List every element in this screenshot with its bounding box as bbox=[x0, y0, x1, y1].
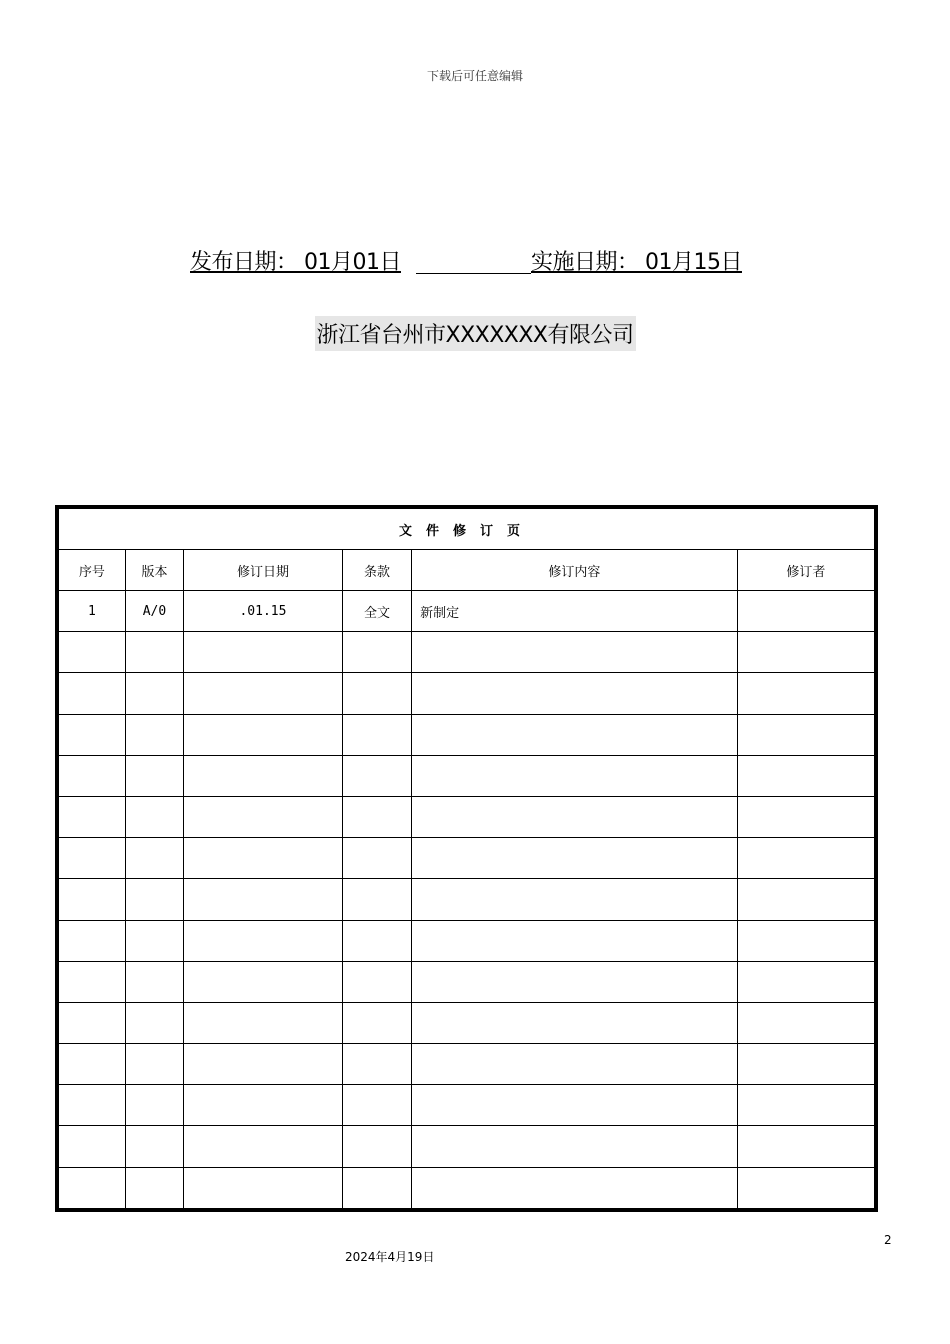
cell-revision-content bbox=[412, 673, 738, 714]
cell-seq bbox=[57, 961, 125, 1002]
cell-reviser bbox=[737, 755, 876, 796]
cell-revision-date bbox=[184, 796, 343, 837]
cell-version bbox=[125, 714, 183, 755]
cell-clause bbox=[342, 1126, 411, 1167]
cell-reviser bbox=[737, 1044, 876, 1085]
header-reviser: 修订者 bbox=[737, 550, 876, 591]
cell-reviser bbox=[737, 1002, 876, 1043]
cell-revision-content bbox=[412, 879, 738, 920]
header-version: 版本 bbox=[125, 550, 183, 591]
cell-clause bbox=[342, 755, 411, 796]
table-row bbox=[57, 591, 876, 632]
cell-revision-content bbox=[412, 1167, 738, 1210]
cell-seq bbox=[57, 1126, 125, 1167]
cell-version bbox=[125, 1002, 183, 1043]
cell-revision-content bbox=[412, 755, 738, 796]
cell-revision-date bbox=[184, 714, 343, 755]
table-row bbox=[57, 1044, 876, 1085]
footer-date: 2024年4月19日 bbox=[345, 1250, 435, 1264]
table-row bbox=[57, 1126, 876, 1167]
cell-revision-content bbox=[412, 838, 738, 879]
table-row bbox=[57, 838, 876, 879]
cell-revision-date bbox=[184, 920, 343, 961]
cell-revision-date bbox=[184, 1126, 343, 1167]
cell-revision-date bbox=[184, 1044, 343, 1085]
cell-revision-date bbox=[184, 879, 343, 920]
cell-reviser bbox=[737, 920, 876, 961]
cell-version bbox=[125, 796, 183, 837]
table-row bbox=[57, 673, 876, 714]
cell-version bbox=[125, 879, 183, 920]
cell-reviser bbox=[737, 879, 876, 920]
cell-version bbox=[125, 673, 183, 714]
cell-seq: 1 bbox=[57, 591, 125, 632]
company-name: 浙江省台州市XXXXXXX有限公司 bbox=[315, 316, 636, 351]
cell-revision-content bbox=[412, 632, 738, 673]
cell-seq bbox=[57, 1044, 125, 1085]
cell-seq bbox=[57, 673, 125, 714]
cell-reviser bbox=[737, 1085, 876, 1126]
cell-revision-content bbox=[412, 961, 738, 1002]
cell-seq bbox=[57, 714, 125, 755]
cell-revision-content bbox=[412, 1126, 738, 1167]
cell-clause bbox=[342, 632, 411, 673]
table-row bbox=[57, 755, 876, 796]
implementation-date: 实施日期： 01月15日 bbox=[531, 250, 742, 275]
cell-clause bbox=[342, 1167, 411, 1210]
cell-clause bbox=[342, 879, 411, 920]
cell-revision-date bbox=[184, 961, 343, 1002]
cell-reviser bbox=[737, 1167, 876, 1210]
publish-date: 发布日期： 01月01日 bbox=[190, 250, 401, 275]
cell-version bbox=[125, 1085, 183, 1126]
revision-table bbox=[55, 505, 878, 1212]
cell-clause bbox=[342, 714, 411, 755]
cell-revision-content bbox=[412, 714, 738, 755]
company-name-block bbox=[0, 316, 950, 351]
cell-seq bbox=[57, 755, 125, 796]
cell-clause: 全文 bbox=[342, 591, 411, 632]
cell-reviser bbox=[737, 591, 876, 632]
table-row bbox=[57, 1002, 876, 1043]
cell-revision-content: 新制定 bbox=[412, 591, 738, 632]
table-row bbox=[57, 961, 876, 1002]
cell-clause bbox=[342, 838, 411, 879]
cell-revision-date bbox=[184, 1167, 343, 1210]
table-row bbox=[57, 714, 876, 755]
cell-reviser bbox=[737, 673, 876, 714]
header-clause: 条款 bbox=[342, 550, 411, 591]
cell-reviser bbox=[737, 714, 876, 755]
cell-clause bbox=[342, 673, 411, 714]
cell-version: A/0 bbox=[125, 591, 183, 632]
cell-reviser bbox=[737, 796, 876, 837]
cell-revision-content bbox=[412, 796, 738, 837]
revision-table-title: 文件修订页 bbox=[57, 507, 876, 550]
cell-reviser bbox=[737, 961, 876, 1002]
cell-version bbox=[125, 1044, 183, 1085]
revision-table-body bbox=[57, 591, 876, 1211]
header-revision-content: 修订内容 bbox=[412, 550, 738, 591]
cell-seq bbox=[57, 920, 125, 961]
cell-reviser bbox=[737, 632, 876, 673]
cell-revision-content bbox=[412, 1044, 738, 1085]
cell-seq bbox=[57, 1002, 125, 1043]
cell-seq bbox=[57, 838, 125, 879]
date-underline-gap bbox=[416, 245, 531, 274]
cell-revision-content bbox=[412, 920, 738, 961]
table-row bbox=[57, 879, 876, 920]
table-row bbox=[57, 920, 876, 961]
cell-revision-content bbox=[412, 1085, 738, 1126]
cell-clause bbox=[342, 1085, 411, 1126]
cell-version bbox=[125, 1126, 183, 1167]
cell-revision-date bbox=[184, 1085, 343, 1126]
cell-seq bbox=[57, 1167, 125, 1210]
cell-revision-date: .01.15 bbox=[184, 591, 343, 632]
cell-clause bbox=[342, 961, 411, 1002]
header-note: 下载后可任意编辑 bbox=[426, 69, 523, 83]
cell-clause bbox=[342, 920, 411, 961]
cell-clause bbox=[342, 1002, 411, 1043]
table-row bbox=[57, 632, 876, 673]
cell-version bbox=[125, 632, 183, 673]
table-row bbox=[57, 796, 876, 837]
cell-revision-date bbox=[184, 838, 343, 879]
cell-version bbox=[125, 755, 183, 796]
cell-reviser bbox=[737, 838, 876, 879]
cell-revision-date bbox=[184, 1002, 343, 1043]
cell-version bbox=[125, 1167, 183, 1210]
cell-revision-date bbox=[184, 755, 343, 796]
header-revision-date: 修订日期 bbox=[184, 550, 343, 591]
cell-seq bbox=[57, 632, 125, 673]
cell-reviser bbox=[737, 1126, 876, 1167]
cell-clause bbox=[342, 1044, 411, 1085]
cell-revision-date bbox=[184, 632, 343, 673]
cell-seq bbox=[57, 879, 125, 920]
cell-revision-date bbox=[184, 673, 343, 714]
cell-version bbox=[125, 961, 183, 1002]
dates-line bbox=[190, 245, 770, 277]
table-row bbox=[57, 1167, 876, 1210]
cell-seq bbox=[57, 1085, 125, 1126]
header-seq: 序号 bbox=[57, 550, 125, 591]
page-number: 2 bbox=[884, 1233, 892, 1247]
table-row bbox=[57, 1085, 876, 1126]
revision-table-header-row bbox=[57, 550, 876, 591]
cell-version bbox=[125, 920, 183, 961]
cell-version bbox=[125, 838, 183, 879]
cell-seq bbox=[57, 796, 125, 837]
cell-clause bbox=[342, 796, 411, 837]
cell-revision-content bbox=[412, 1002, 738, 1043]
